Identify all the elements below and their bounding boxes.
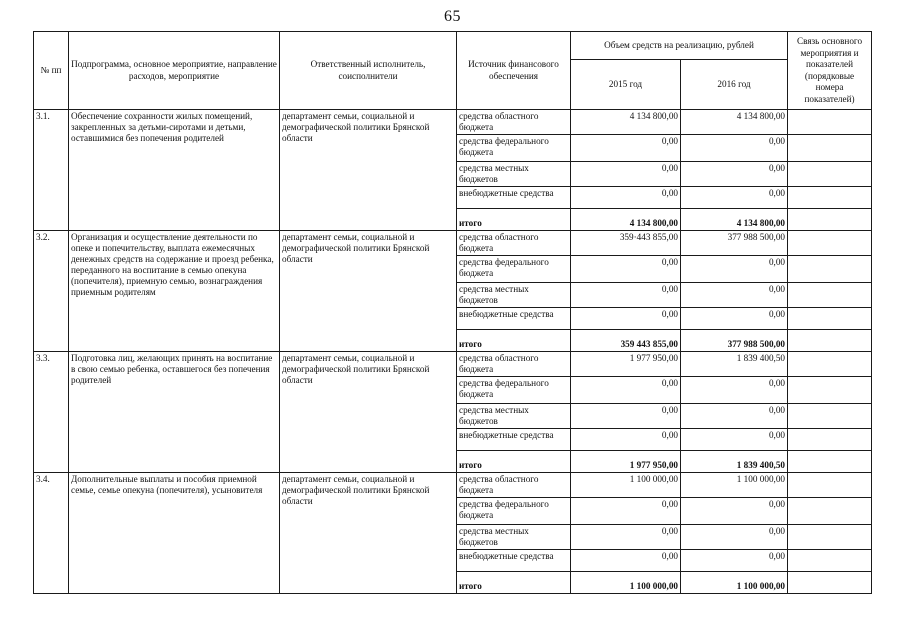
item-description: Подготовка лиц, желающих принять на воспитание в свою семью ребенка, оставшегося без попечения родителей <box>69 352 280 473</box>
item-responsible: департамент семьи, социальной и демографической политики Брянской области <box>280 231 457 352</box>
amount-2016: 1 100 000,00 <box>681 473 788 498</box>
funding-source: средства местных бюджетов <box>457 525 571 550</box>
indicator-link-cell <box>788 377 872 404</box>
table-row <box>34 352 872 377</box>
funding-source: средства федерального бюджета <box>457 498 571 525</box>
funding-source: итого <box>457 572 571 594</box>
item-number: 3.3. <box>34 352 69 473</box>
funding-source: средства местных бюджетов <box>457 162 571 187</box>
amount-2016: 0,00 <box>681 187 788 209</box>
budget-table <box>33 31 872 594</box>
funding-source: средства федерального бюджета <box>457 135 571 162</box>
amount-2015: 0,00 <box>571 550 681 572</box>
item-responsible: департамент семьи, социальной и демографической политики Брянской области <box>280 110 457 231</box>
indicator-link-cell <box>788 162 872 187</box>
indicator-link-cell <box>788 550 872 572</box>
funding-source: средства областного бюджета <box>457 110 571 135</box>
amount-2016: 377 988 500,00 <box>681 330 788 352</box>
indicator-link-cell <box>788 330 872 352</box>
amount-2015: 0,00 <box>571 429 681 451</box>
item-description: Дополнительные выплаты и пособия приемной семье, семье опекуна (попечителя), усыновителя <box>69 473 280 594</box>
amount-2015: 1 100 000,00 <box>571 473 681 498</box>
amount-2016: 0,00 <box>681 283 788 308</box>
indicator-link-cell <box>788 451 872 473</box>
funding-source: внебюджетные средства <box>457 187 571 209</box>
table-body <box>34 110 872 594</box>
indicator-link-cell <box>788 209 872 231</box>
indicator-link-cell <box>788 187 872 209</box>
header-responsible: Ответственный исполнитель, соисполнители <box>280 32 457 110</box>
amount-2016: 1 100 000,00 <box>681 572 788 594</box>
funding-source: внебюджетные средства <box>457 550 571 572</box>
amount-2015: 0,00 <box>571 187 681 209</box>
funding-source: средства федерального бюджета <box>457 377 571 404</box>
amount-2015: 1 977 950,00 <box>571 451 681 473</box>
indicator-link-cell <box>788 525 872 550</box>
table-row <box>34 231 872 256</box>
indicator-link-cell <box>788 429 872 451</box>
indicator-link-cell <box>788 572 872 594</box>
header-volume: Объем средств на реализацию, рублей <box>571 32 788 60</box>
amount-2015: 359·443 855,00 <box>571 231 681 256</box>
funding-source: средства областного бюджета <box>457 473 571 498</box>
indicator-link-cell <box>788 473 872 498</box>
item-number: 3.2. <box>34 231 69 352</box>
table-row <box>34 110 872 135</box>
amount-2016: 0,00 <box>681 377 788 404</box>
amount-2016: 0,00 <box>681 135 788 162</box>
indicator-link-cell <box>788 256 872 283</box>
header-num: № пп <box>34 32 69 110</box>
funding-source: средства местных бюджетов <box>457 404 571 429</box>
header-year-2016: 2016 год <box>681 60 788 110</box>
amount-2015: 0,00 <box>571 162 681 187</box>
header-year-2015: 2015 год <box>571 60 681 110</box>
funding-source: средства областного бюджета <box>457 352 571 377</box>
amount-2016: 0,00 <box>681 429 788 451</box>
amount-2016: 1 839 400,50 <box>681 451 788 473</box>
indicator-link-cell <box>788 404 872 429</box>
item-responsible: департамент семьи, социальной и демографической политики Брянской области <box>280 473 457 594</box>
amount-2015: 1 100 000,00 <box>571 572 681 594</box>
page-number: 65 <box>444 8 461 25</box>
amount-2016: 0,00 <box>681 525 788 550</box>
indicator-link-cell <box>788 110 872 135</box>
amount-2015: 4 134 800,00 <box>571 209 681 231</box>
funding-source: итого <box>457 451 571 473</box>
amount-2016: 377 988 500,00 <box>681 231 788 256</box>
funding-source: средства федерального бюджета <box>457 256 571 283</box>
amount-2015: 359 443 855,00 <box>571 330 681 352</box>
indicator-link-cell <box>788 352 872 377</box>
amount-2015: 1 977 950,00 <box>571 352 681 377</box>
funding-source: внебюджетные средства <box>457 429 571 451</box>
indicator-link-cell <box>788 283 872 308</box>
item-number: 3.4. <box>34 473 69 594</box>
funding-source: средства областного бюджета <box>457 231 571 256</box>
amount-2015: 0,00 <box>571 377 681 404</box>
header-source: Источник финансового обеспечения <box>457 32 571 110</box>
amount-2015: 0,00 <box>571 525 681 550</box>
item-number: 3.1. <box>34 110 69 231</box>
header-program: Подпрограмма, основное мероприятие, направление расходов, мероприятие <box>69 32 280 110</box>
amount-2015: 0,00 <box>571 308 681 330</box>
indicator-link-cell <box>788 231 872 256</box>
indicator-link-cell <box>788 308 872 330</box>
amount-2016: 0,00 <box>681 404 788 429</box>
amount-2015: 0,00 <box>571 404 681 429</box>
funding-source: средства местных бюджетов <box>457 283 571 308</box>
amount-2015: 0,00 <box>571 498 681 525</box>
item-responsible: департамент семьи, социальной и демографической политики Брянской области <box>280 352 457 473</box>
amount-2016: 4 134 800,00 <box>681 209 788 231</box>
header-link: Связь основного мероприятия и показателей (порядковые номера показателей) <box>788 32 872 110</box>
item-description: Организация и осуществление деятельности по опеке и попечительству, выплата ежемесячных денежных средств на содержание и проезд ребенка, переданного на воспитание в семью опекуна (попечителя), приемную семью, вознаграждения приемным родителям <box>69 231 280 352</box>
amount-2015: 0,00 <box>571 256 681 283</box>
amount-2015: 0,00 <box>571 283 681 308</box>
funding-source: внебюджетные средства <box>457 308 571 330</box>
table-row <box>34 473 872 498</box>
amount-2016: 0,00 <box>681 550 788 572</box>
amount-2016: 0,00 <box>681 498 788 525</box>
item-description: Обеспечение сохранности жилых помещений, закрепленных за детьми-сиротами и детьми, оставшимися без попечения родителей <box>69 110 280 231</box>
amount-2016: 4 134 800,00 <box>681 110 788 135</box>
funding-source: итого <box>457 330 571 352</box>
amount-2016: 0,00 <box>681 308 788 330</box>
amount-2016: 0,00 <box>681 256 788 283</box>
indicator-link-cell <box>788 498 872 525</box>
indicator-link-cell <box>788 135 872 162</box>
amount-2015: 0,00 <box>571 135 681 162</box>
amount-2015: 4 134 800,00 <box>571 110 681 135</box>
funding-source: итого <box>457 209 571 231</box>
amount-2016: 1 839 400,50 <box>681 352 788 377</box>
amount-2016: 0,00 <box>681 162 788 187</box>
